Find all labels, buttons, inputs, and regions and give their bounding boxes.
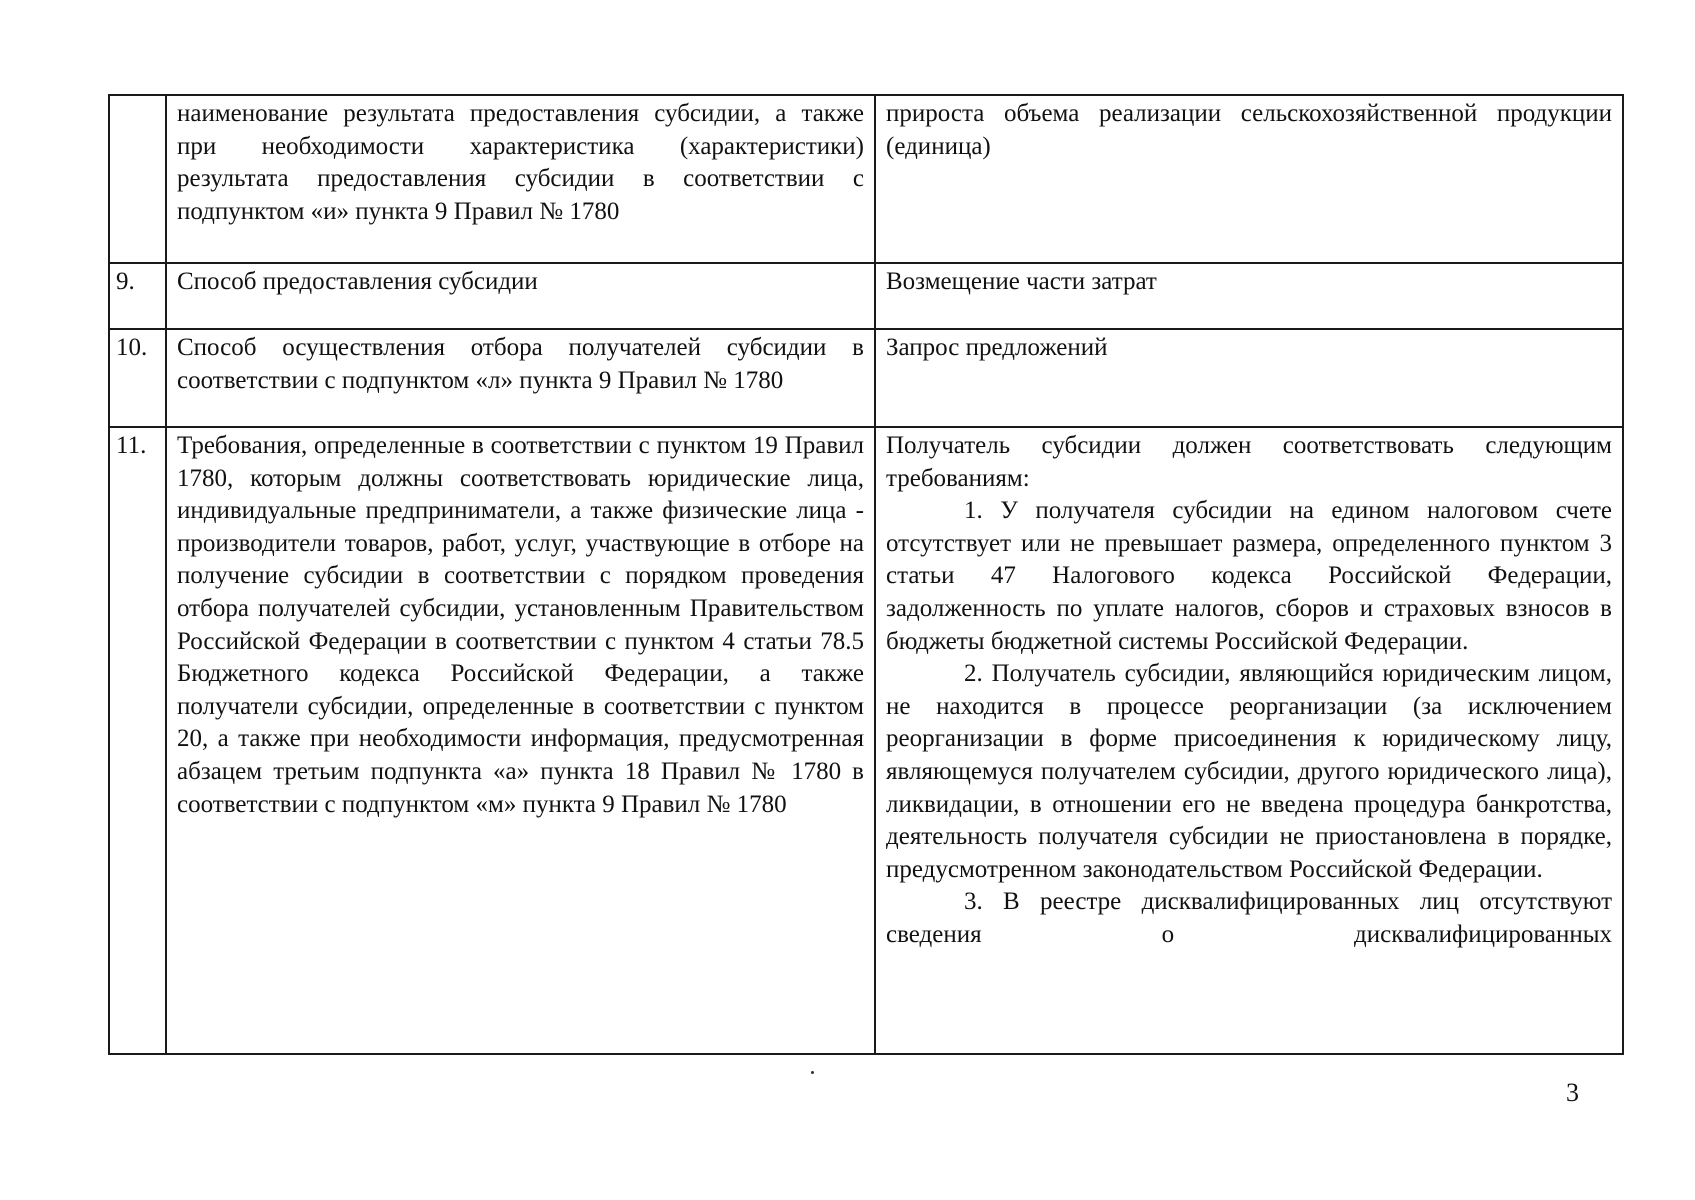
requirements-table [108, 94, 1624, 1055]
row-number: 11. [109, 427, 166, 1054]
row-number [109, 95, 166, 263]
value-paragraph: Получатель субсидии должен соответствовать следующим требованиям: [886, 432, 1612, 492]
value-text-block [886, 430, 1612, 1042]
value-paragraph: 3. В реестре дисквалифицированных лиц отсутствуют сведения о дисквалифицированных [886, 888, 1612, 948]
page-number: 3 [1566, 1078, 1579, 1107]
value-paragraph: 1. У получателя субсидии на едином налоговом счете отсутствует или не превышает размера, определенного пунктом 3 статьи 47 Налогового кодекса Российской Федерации, задолженность по уплате налогов, сборов и страховых взносов в бюджеты бюджетной системы Российской Федерации. [886, 497, 1612, 655]
table-row [109, 263, 1623, 329]
scan-speck [811, 1071, 814, 1074]
table-row [109, 427, 1623, 1054]
row-value [875, 329, 1623, 427]
value-paragraph: 2. Получатель субсидии, являющийся юридическим лицом, не находится в процессе реорганизации (за исключением реорганизации в форме присоединения к юридическому лицу, являющемуся получателем субсидии, другого юридического лица), ликвидации, в отношении его не введена процедура банкротства, деятельность получателя субсидии не приостановлена в порядке, предусмотренном законодательством Российской Федерации. [886, 660, 1612, 883]
row-value [875, 95, 1623, 263]
row-value [875, 263, 1623, 329]
value-paragraph: прироста объема реализации сельскохозяйственной продукции (единица) [886, 100, 1612, 160]
row-label: Способ предоставления субсидии [166, 263, 875, 329]
row-label: Требования, определенные в соответствии с пунктом 19 Правил 1780, которым должны соответствовать юридические лица, индивидуальные предприниматели, а также физические лица - производители товаров, работ, услуг, участвующие в отборе на получение субсидии в соответствии с порядком проведения отбора получателей субсидии, установленным Правительством Российской Федерации в соответствии с пунктом 4 статьи 78.5 Бюджетного кодекса Российской Федерации, а также получатели субсидии, определенные в соответствии с пунктом 20, а также при необходимости информация, предусмотренная абзацем третьим подпункта «а» пункта 18 Правил № 1780 в соответствии с подпунктом «м» пункта 9 Правил № 1780 [166, 427, 875, 1054]
value-paragraph: Возмещение части затрат [886, 268, 1157, 295]
row-label: Способ осуществления отбора получателей субсидии в соответствии с подпунктом «л» пункта 9 Правил № 1780 [166, 329, 875, 427]
row-number: 9. [109, 263, 166, 329]
table-row [109, 95, 1623, 263]
row-label: наименование результата предоставления субсидии, а также при необходимости характеристика (характеристики) результата предоставления субсидии в соответствии с подпунктом «и» пункта 9 Правил № 1780 [166, 95, 875, 263]
row-number: 10. [109, 329, 166, 427]
value-paragraph: Запрос предложений [886, 334, 1108, 361]
row-value [875, 427, 1623, 1054]
table-row [109, 329, 1623, 427]
